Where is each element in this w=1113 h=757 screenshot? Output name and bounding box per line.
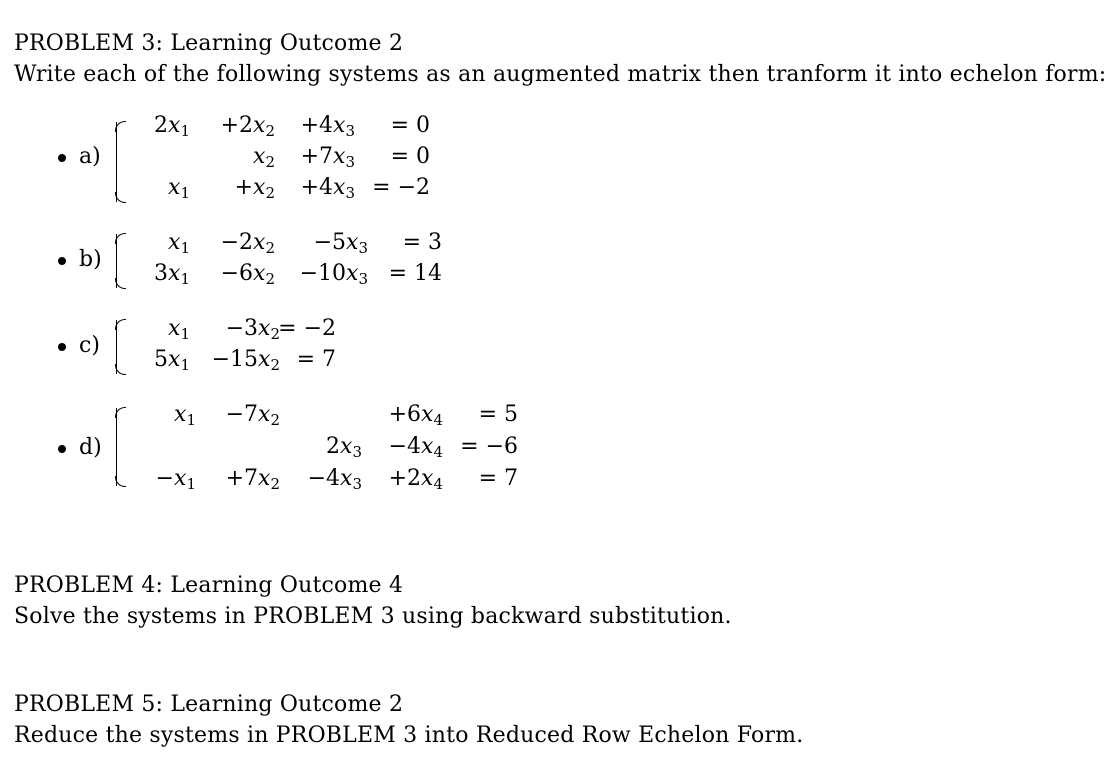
term-coefficient: 3 (154, 261, 169, 286)
term-coefficient: +7 (300, 144, 334, 169)
equation-term (403, 230, 442, 256)
term-coefficient: 2 (326, 434, 341, 459)
term-coefficient: −10 (299, 261, 347, 286)
problem3-instruction: Write each of the following systems as an augmented matrix then tranform it into echelon form: (14, 62, 1107, 87)
term-variable: x (421, 402, 434, 427)
equation-term (156, 466, 196, 492)
problem4-heading: PROBLEM 4: Learning Outcome 4 (14, 573, 404, 598)
term-variable: x (168, 261, 181, 286)
system-label: d) (79, 435, 102, 460)
equation-term (226, 466, 280, 492)
term-subscript: 2 (270, 411, 280, 429)
bullet (58, 343, 66, 351)
term-coefficient: −2 (220, 230, 254, 255)
equation-term (154, 347, 190, 373)
left-brace (116, 320, 135, 374)
term-subscript: 1 (180, 325, 190, 343)
equation-term (479, 466, 518, 492)
term-subscript: 2 (265, 153, 275, 171)
term-subscript: 4 (433, 443, 443, 461)
term-coefficient: 2 (154, 113, 169, 138)
term-variable: x (421, 466, 434, 491)
term-coefficient: = 3 (402, 230, 442, 255)
term-coefficient: −15 (211, 347, 259, 372)
equation-term (168, 316, 190, 342)
term-subscript: 2 (265, 270, 275, 288)
term-coefficient: −7 (225, 402, 259, 427)
term-variable: x (168, 175, 181, 200)
term-subscript: 3 (352, 443, 362, 461)
term-variable: x (333, 175, 346, 200)
equation-term (391, 144, 430, 170)
equation-term (389, 434, 443, 460)
equation-term (314, 230, 368, 256)
term-coefficient: +2 (388, 466, 422, 491)
term-coefficient: 5 (154, 347, 169, 372)
equation-term (221, 113, 275, 139)
term-subscript: 1 (186, 475, 196, 493)
term-subscript: 3 (345, 153, 355, 171)
term-variable: x (346, 261, 359, 286)
bullet (58, 154, 66, 162)
system-label: c) (79, 333, 100, 358)
term-coefficient: −6 (220, 261, 254, 286)
term-subscript: 2 (270, 325, 280, 343)
equation-term (391, 113, 430, 139)
equation-term (174, 402, 196, 428)
problem4-instruction: Solve the systems in PROBLEM 3 using backward substitution. (14, 604, 732, 629)
equation-term (221, 230, 275, 256)
term-variable: x (421, 434, 434, 459)
term-variable: x (253, 113, 266, 138)
term-coefficient: +7 (225, 466, 259, 491)
term-subscript: 3 (358, 270, 368, 288)
term-variable: x (258, 402, 271, 427)
equation-term (297, 347, 336, 373)
term-variable: x (168, 230, 181, 255)
term-variable: x (253, 230, 266, 255)
term-variable: x (253, 144, 266, 169)
equation-term (326, 434, 362, 460)
term-subscript: 3 (352, 475, 362, 493)
term-coefficient: = −2 (278, 316, 336, 341)
term-subscript: 3 (345, 184, 355, 202)
term-coefficient: = 5 (478, 402, 518, 427)
term-coefficient: + (234, 175, 254, 200)
term-subscript: 2 (270, 475, 280, 493)
equation-term (226, 316, 280, 342)
term-subscript: 4 (433, 411, 443, 429)
term-coefficient: −5 (313, 230, 347, 255)
term-coefficient: −4 (307, 466, 341, 491)
term-variable: x (333, 144, 346, 169)
equation-term (301, 144, 355, 170)
left-brace (116, 234, 135, 288)
bullet (58, 257, 66, 265)
term-coefficient: = 0 (390, 144, 430, 169)
term-subscript: 2 (265, 122, 275, 140)
equation-term (154, 113, 190, 139)
term-variable: x (168, 113, 181, 138)
problem5-instruction: Reduce the systems in PROBLEM 3 into Reduced Row Echelon Form. (14, 723, 804, 748)
equation-term (479, 402, 518, 428)
equation-term (301, 113, 355, 139)
term-subscript: 1 (180, 356, 190, 374)
term-subscript: 2 (265, 239, 275, 257)
equation-term (301, 175, 355, 201)
left-brace (116, 122, 135, 202)
term-coefficient: = 7 (478, 466, 518, 491)
term-variable: x (340, 466, 353, 491)
term-subscript: 1 (186, 411, 196, 429)
term-coefficient: +2 (220, 113, 254, 138)
term-subscript: 1 (180, 239, 190, 257)
equation-term (154, 261, 190, 287)
term-variable: x (346, 230, 359, 255)
equation-term (308, 466, 362, 492)
term-subscript: 1 (180, 184, 190, 202)
term-subscript: 1 (180, 270, 190, 288)
term-coefficient: − (155, 466, 175, 491)
term-variable: x (253, 175, 266, 200)
term-coefficient: +4 (300, 113, 334, 138)
equation-term (389, 402, 443, 428)
system-label: a) (79, 144, 101, 169)
equation-term (389, 466, 443, 492)
equation-term (168, 175, 190, 201)
term-subscript: 4 (433, 475, 443, 493)
left-brace (116, 408, 135, 486)
term-subscript: 3 (358, 239, 368, 257)
term-variable: x (340, 434, 353, 459)
term-coefficient: = −2 (372, 175, 430, 200)
term-variable: x (258, 466, 271, 491)
term-coefficient: = 14 (388, 261, 442, 286)
equation-term (460, 434, 518, 460)
equation-term (226, 402, 280, 428)
equation-term (221, 261, 275, 287)
term-variable: x (333, 113, 346, 138)
term-coefficient: −3 (225, 316, 259, 341)
bullet (58, 445, 66, 453)
term-variable: x (174, 466, 187, 491)
problem5-heading: PROBLEM 5: Learning Outcome 2 (14, 692, 404, 717)
term-variable: x (168, 347, 181, 372)
equation-term (300, 261, 368, 287)
equation-term (212, 347, 280, 373)
term-coefficient: = 7 (296, 347, 336, 372)
term-variable: x (253, 261, 266, 286)
term-subscript: 2 (270, 356, 280, 374)
equation-term (372, 175, 430, 201)
term-coefficient: = 0 (390, 113, 430, 138)
term-coefficient: +6 (388, 402, 422, 427)
term-coefficient: −4 (388, 434, 422, 459)
term-subscript: 3 (345, 122, 355, 140)
term-coefficient: +4 (300, 175, 334, 200)
term-variable: x (168, 316, 181, 341)
term-subscript: 2 (265, 184, 275, 202)
equation-term (389, 261, 442, 287)
equation-term (253, 144, 275, 170)
term-subscript: 1 (180, 122, 190, 140)
term-variable: x (258, 316, 271, 341)
equation-term (278, 316, 336, 342)
problem3-heading: PROBLEM 3: Learning Outcome 2 (14, 31, 404, 56)
term-coefficient: = −6 (460, 434, 518, 459)
system-label: b) (79, 247, 102, 272)
equation-term (235, 175, 275, 201)
term-variable: x (258, 347, 271, 372)
equation-term (168, 230, 190, 256)
term-variable: x (174, 402, 187, 427)
